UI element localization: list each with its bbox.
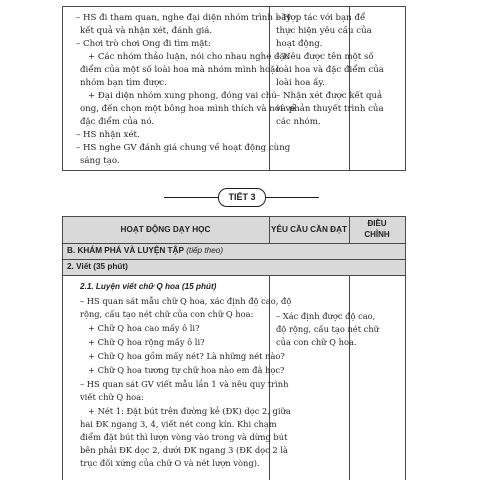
text-line: loài hoa và đặc điểm của bbox=[276, 65, 384, 75]
text-line: – HS nhận xét. bbox=[76, 130, 140, 140]
subsection-heading: 2. Viết (35 phút) bbox=[67, 262, 128, 271]
text-line: – Xác định được độ cao, bbox=[276, 311, 376, 321]
badge-rule-right bbox=[265, 197, 319, 198]
text-line: điểm đặt bút thì lượn vòng vào trong và dừng bút bbox=[80, 432, 288, 442]
text-line: – Chơi trò chơi Ong đi tìm mật: bbox=[76, 39, 211, 49]
text-line: kết quả và nhận xét, đánh giá. bbox=[80, 26, 213, 36]
text-line: trục đối xứng của chữ O và nét lượn vòng). bbox=[80, 458, 260, 468]
top-table-top-border bbox=[62, 6, 406, 7]
text-line: + Đại diện nhóm xung phong, đóng vai chú bbox=[88, 91, 277, 101]
text-line: rộng, cấu tạo nét chữ của con chữ Q hoa: bbox=[80, 309, 254, 319]
text-line: + Chữ Q hoa rộng mấy ô li? bbox=[88, 337, 205, 347]
text-line: nhóm bạn tìm được. bbox=[80, 78, 167, 88]
badge-rule-left bbox=[164, 197, 218, 198]
text-line: hoạt động. bbox=[276, 39, 323, 49]
section-b-heading bbox=[67, 245, 223, 257]
text-line: hai ĐK ngang 3, 4, viết nét cong kín. Khi chạm bbox=[80, 419, 277, 429]
text-line: viết chữ Q hoa: bbox=[80, 392, 144, 402]
top-table-right-border bbox=[405, 6, 406, 170]
row-divider bbox=[62, 243, 406, 244]
table-right-border bbox=[405, 216, 406, 480]
text-line: – HS quan sát mẫu chữ Q hoa, xác định độ cao, độ bbox=[80, 296, 292, 306]
text-line: – HS đi tham quan, nghe đại diện nhóm trình bày bbox=[76, 13, 292, 23]
top-table-bottom-border bbox=[62, 170, 406, 171]
section-badge: TIẾT 3 bbox=[218, 188, 266, 207]
text-line: của con chữ Q hoa. bbox=[276, 337, 357, 347]
text-line: – HS nghe GV đánh giá chung về hoạt động cùng bbox=[76, 143, 291, 153]
body-col-divider-2 bbox=[349, 275, 350, 480]
section-b-title: B. KHÁM PHÁ VÀ LUYỆN TẬP bbox=[67, 246, 184, 255]
item-title: 2.1. Luyện viết chữ Q hoa (15 phút) bbox=[80, 282, 217, 291]
text-line: loài hoa ấy. bbox=[276, 78, 325, 88]
text-line: + Nét 1: Đặt bút trên đường kẻ (ĐK) dọc 2, giữa bbox=[88, 406, 291, 416]
section-b-note: (tiếp theo) bbox=[186, 246, 224, 255]
text-line: đặc điểm của nó. bbox=[80, 117, 155, 127]
text-line: và phản thuyết trình của bbox=[276, 104, 384, 114]
header-requirement: YÊU CẦU CẦN ĐẠT bbox=[271, 225, 347, 234]
text-line: – Nhận xét được kết quả bbox=[276, 91, 383, 101]
text-line: + Chữ Q hoa tương tự chữ hoa nào em đã học? bbox=[88, 365, 285, 375]
table-top-border bbox=[62, 216, 406, 217]
text-line: – HS quan sát GV viết mẫu lần 1 và nêu quy trình bbox=[80, 379, 289, 389]
row-divider bbox=[62, 259, 406, 260]
header-adjust-line1: ĐIỀU bbox=[367, 219, 387, 228]
header-activity: HOẠT ĐỘNG DẠY HỌC bbox=[120, 225, 211, 234]
text-line: sáng tạo. bbox=[80, 156, 120, 166]
text-line: + Chữ Q hoa cao mấy ô li? bbox=[88, 323, 200, 333]
row-divider bbox=[62, 275, 406, 276]
text-line: ong, đến chọn một bông hoa mình thích và nói về bbox=[80, 104, 296, 114]
text-line: độ rộng, cấu tạo nét chữ bbox=[276, 324, 380, 334]
text-line: + Các nhóm thảo luận, nói cho nhau nghe đặc bbox=[88, 52, 290, 62]
text-line: thực hiện yêu cầu của bbox=[276, 26, 372, 36]
text-line: – Nêu được tên một số bbox=[276, 52, 374, 62]
header-adjust-line2: CHỈNH bbox=[364, 230, 390, 239]
text-line: các nhóm. bbox=[276, 117, 321, 127]
table-left-border bbox=[62, 216, 63, 480]
text-line: + Chữ Q hoa gồm mấy nét? Là những nét nào? bbox=[88, 351, 285, 361]
text-line: điểm của một số loài hoa mà nhóm mình hoặc bbox=[80, 65, 281, 75]
text-line: – Hợp tác với bạn để bbox=[276, 13, 366, 23]
text-line: bên phải ĐK dọc 2, dưới ĐK ngang 3 (ĐK dọc 2 là bbox=[80, 445, 288, 455]
top-table-left-border bbox=[62, 6, 63, 170]
